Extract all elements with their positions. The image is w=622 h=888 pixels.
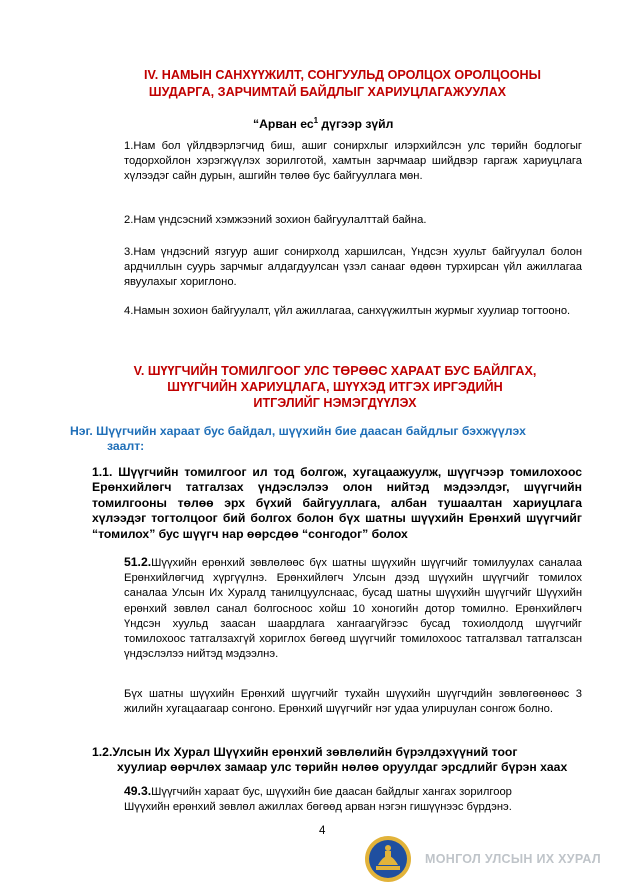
subtitle-post: дүгээр зүйл	[318, 117, 394, 132]
subtitle-pre: “Арван ес	[253, 117, 314, 132]
footer-watermark: МОНГОЛ УЛСЫН ИХ ХУРАЛ	[425, 852, 601, 866]
page-number: 4	[319, 825, 326, 837]
item-1-2	[92, 745, 592, 776]
article-49-3-line1	[124, 784, 594, 800]
section5-title-line1: V. ШҮҮГЧИЙН ТОМИЛГООГ УЛС ТӨРӨӨС ХАРААТ БУС БАЙЛГАХ,	[133, 364, 537, 378]
subheading-line2: заалт:	[107, 439, 145, 453]
article-49-3-number: 49.3.	[124, 784, 152, 798]
section4-title-line1: IV. НАМЫН САНХҮҮЖИЛТ, СОНГУУЛЬД ОРОЛЦОХ ОРОЛЦООНЫ	[144, 68, 541, 82]
article-51-2	[124, 555, 582, 662]
item-1-1-text: Шүүгчийн томилгоог ил тод болгож, хугацаажуулж, шүүгчээр томилохоос Ерөнхийлөгч татгалзах үндэслэлээ олон нийтэд мэдээлдэг, шүүгчийн томилгооны төлөө эрх бүхий байгууллага, албан тушаалтан хариуцлага хүлээдэг тогтолцоог бий болгох болон бүх шатны шүүхийн Ерөнхий шүүгчийг “томилох” бус шүүгч нар өөрсдөө “сонгодог” болох	[92, 465, 583, 541]
article-49-3	[124, 784, 594, 815]
item-1-2-line1	[92, 745, 592, 760]
article-51-2-text: Шүүхийн ерөнхий зөвлөлөөс бүх шатны шүүхийн шүүгчийг томилуулах саналаа Ерөнхийлөгчид хүргүүлнэ. Ерөнхийлөгч Улсын дээд шүүхийн шүүгчийг томилох саналаа Улсын Их Хуралд танилцуулснаас, бусад шатны шүүхийн шүүгчийг Шүүхийн ерөнхий зөвлөл санал болгосноос хойш 10 хоногийн дотор томилно. Ерөнхийлөгч Үндсэн хуульд заасан шаардлага хангаагүйгээс бусад тохиолдолд шүүгчийг томилохоос татгалзахгүй хориглох бөгөөд шүүгчийг томилохоос татгалзвал татгалзсан үндэслэлээ нийтэд мэдээлнэ.	[124, 557, 582, 661]
article-51-2-para2: Бүх шатны шүүхийн Ерөнхий шүүгчийг тухайн шүүхийн шүүгчдийн зөвлөгөөнөөс 3 жилийн хугацаагаар сонгоно. Ерөнхий шүүгчийг нэг удаа улирuулан сонгож болно.	[124, 688, 582, 716]
item-1-2-number: 1.2.	[92, 745, 113, 759]
paragraph-1: 1.Нам бол үйлдвэрлэгчид биш, ашиг сонирхлыг илэрхийлсэн улс төрийн бодлогыг тодорхойлон хэрэгжүүлэх зорилготой, хамтын зарчмаар шийдвэр гаргаж хариуцлага хүлээдэг сайн дурын, ашгийн төлөө бус байгууллага мөн.	[124, 140, 582, 183]
paragraph-4: 4.Намын зохион байгуулалт, үйл ажиллагаа, санхүүжилтын журмыг хуулиар тогтооно.	[124, 305, 571, 317]
item-1-2-text-line1: Улсын Их Хурал Шүүхийн ерөнхий зөвлөлийн бүрэлдэхүүний тоог	[112, 745, 518, 759]
subtitle-sup: 1	[313, 116, 319, 125]
article-49-3-text-line1: Шүүгчийн хараат бус, шүүхийн бие даасан байдлыг хангах зорилгоор	[151, 786, 512, 798]
item-1-1	[92, 465, 582, 542]
paragraph-2: 2.Нам үндсэсний хэмжээний зохион байгуулалттай байна.	[124, 214, 427, 226]
item-1-2-line2: хуулиар өөрчлөх замаар улс төрийн нөлөө оруулдаг эрсдлийг бүрэн хаах	[117, 760, 568, 775]
article-51-2-number: 51.2.	[124, 555, 152, 569]
section5-title-line2: ШҮҮГЧИЙН ХАРИУЦЛАГА, ШҮҮХЭД ИТГЭХ ИРГЭДИЙН	[167, 380, 503, 394]
article-49-3-line2: Шүүхийн ерөнхий зөвлөл ажиллах бөгөөд арван нэгэн гишүүнээс бүрдэнэ.	[124, 801, 512, 814]
section4-subtitle	[253, 113, 393, 132]
parliament-emblem-icon	[364, 835, 412, 883]
paragraph-3: 3.Нам үндэсний язгуур ашиг сонирхолд харшилсан, Үндсэн хуульт байгуулал болон ардчиллын суурь зарчмыг алдагдуулсан үзэл санааг өдөөн турхирсан үйл ажиллагаа явуулахыг хориглоно.	[124, 246, 582, 289]
section4-title-line2: ШУДАРГА, ЗАРЧИМТАЙ БАЙДЛЫГ ХАРИУЦЛАГАЖУУЛАХ	[148, 85, 507, 99]
subheading-line1: Нэг. Шүүгчийн хараат бус байдал, шүүхийн бие даасан байдлыг бэхжүүлэх	[70, 424, 526, 438]
section5-title-line3: ИТГЭЛИЙГ НЭМЭГДҮҮЛЭХ	[253, 396, 417, 410]
item-1-1-number: 1.1.	[92, 465, 113, 479]
